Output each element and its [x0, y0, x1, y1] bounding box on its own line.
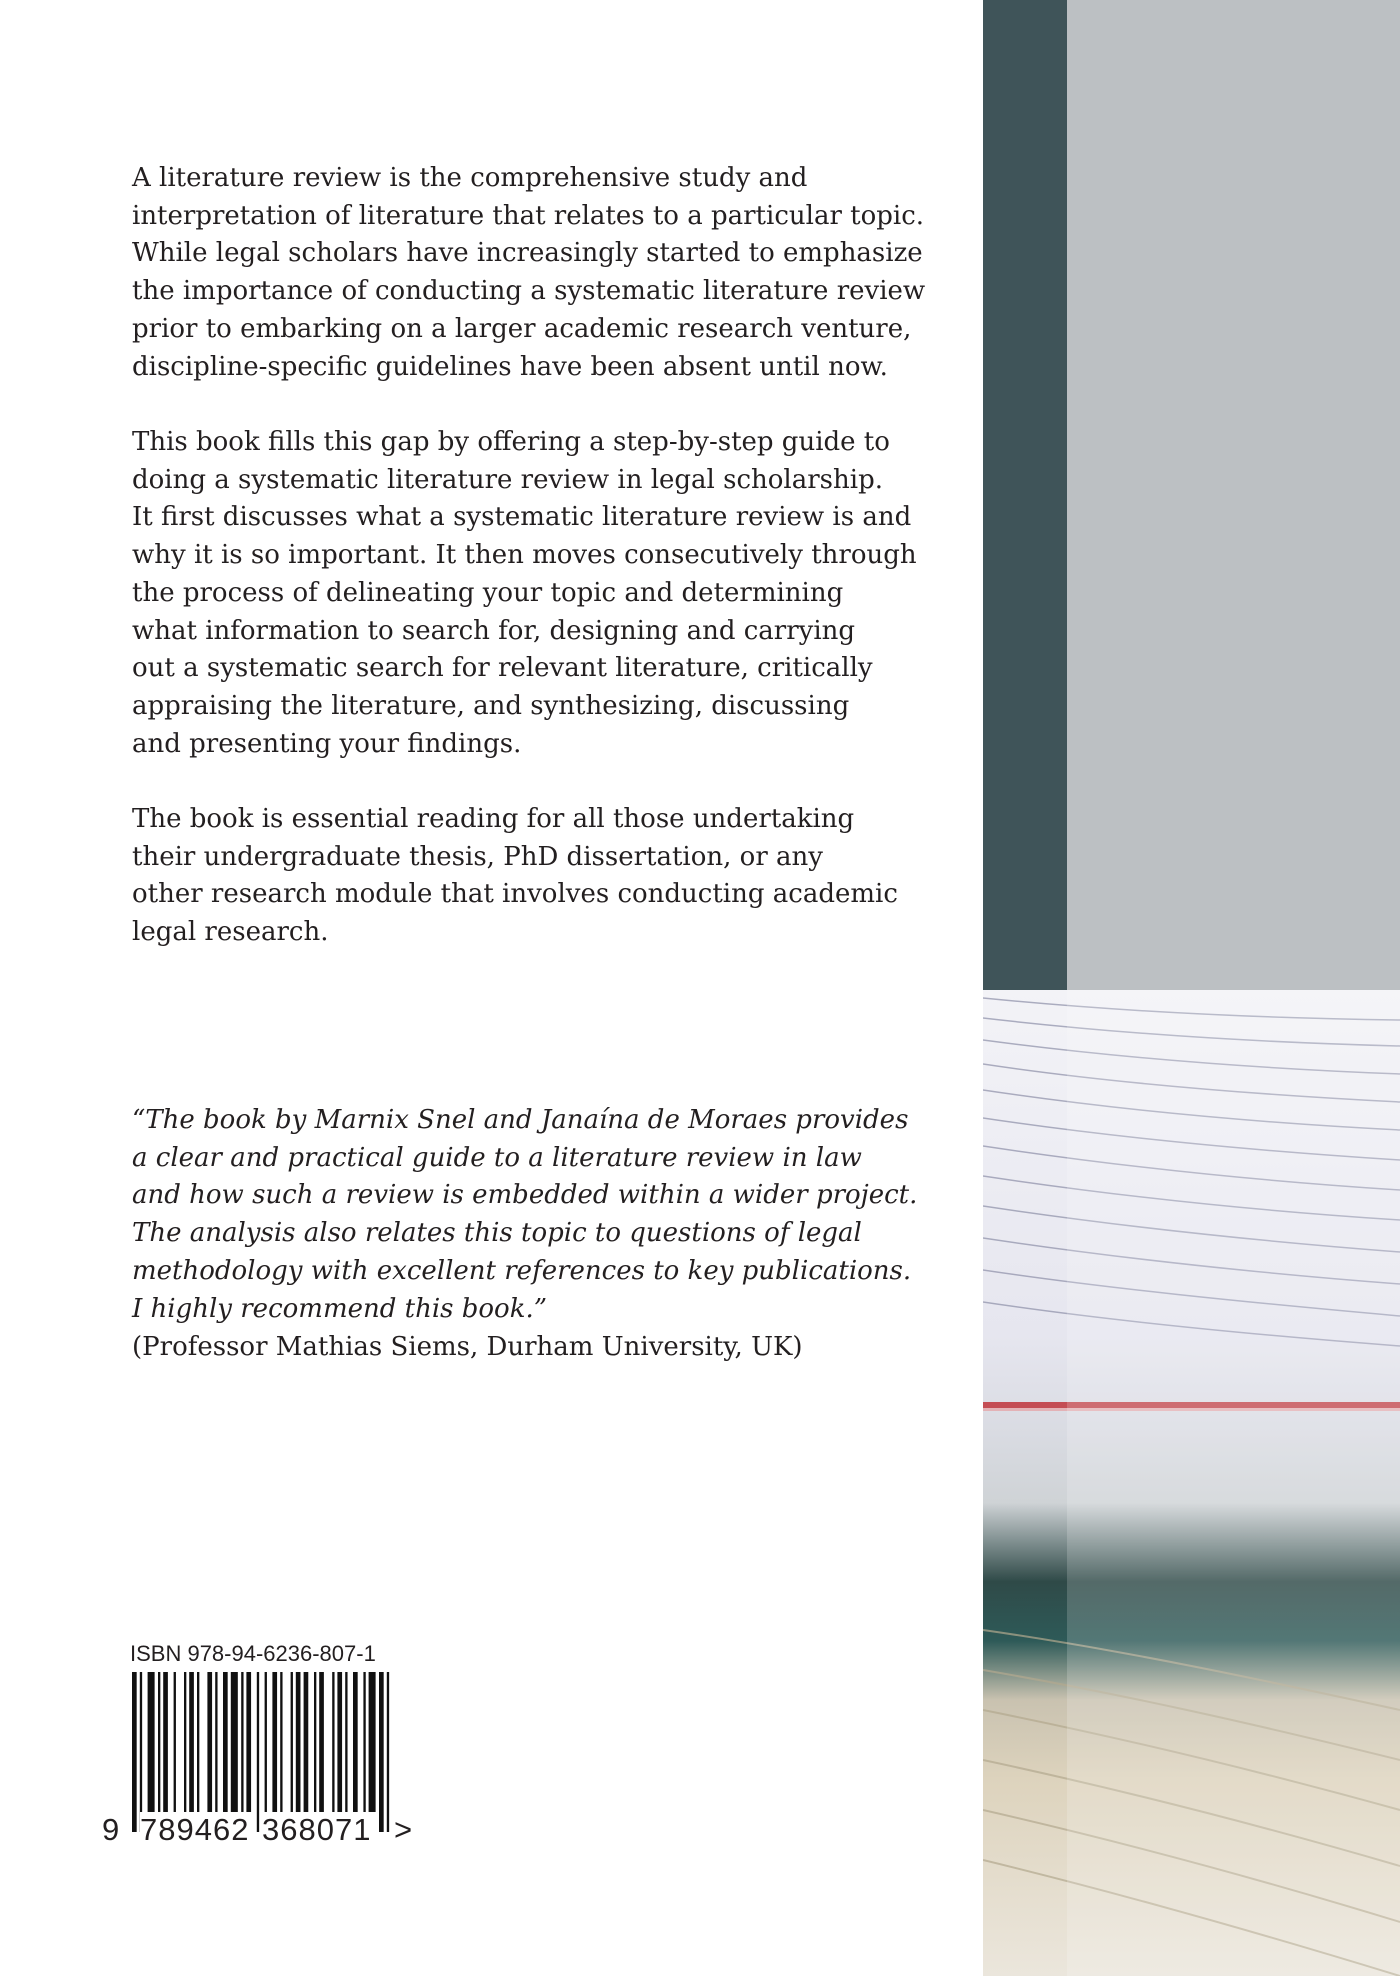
blurb-line: and presenting your findings. — [132, 728, 522, 759]
barcode-bar — [148, 1672, 155, 1812]
barcode-bar — [132, 1672, 137, 1832]
barcode-bar — [280, 1672, 282, 1812]
barcode-bar — [304, 1672, 309, 1812]
blurb-line: A literature review is the comprehensive study and — [132, 163, 808, 193]
blurb-line: While legal scholars have increasingly started to emphasize — [132, 238, 923, 269]
barcode-bar — [296, 1672, 301, 1812]
blurb-line: discipline-specific guidelines have been absent until now. — [132, 351, 888, 382]
barcode-bar — [174, 1672, 176, 1812]
blurb-line: appraising the literature, and synthesizing, discussing — [132, 690, 850, 721]
barcode-bar — [369, 1672, 376, 1812]
barcode-bar — [163, 1672, 168, 1812]
barcode-bar — [379, 1672, 384, 1832]
barcode-bar — [314, 1672, 316, 1812]
quote-line: a clear and practical guide to a literature review in law — [132, 1142, 862, 1173]
barcode-bar — [345, 1672, 347, 1812]
blurb-line: legal research. — [132, 917, 329, 948]
blurb-line: prior to embarking on a larger academic research venture, — [132, 313, 912, 344]
book-pages-photo — [983, 990, 1400, 1976]
barcode-bar — [272, 1672, 277, 1812]
barcode-digit-group-2: 368071 — [262, 1812, 372, 1847]
blurb-line: The book is essential reading for all those undertaking — [132, 804, 855, 834]
barcode-bar — [363, 1672, 365, 1812]
barcode-bar — [337, 1672, 342, 1812]
endorsement-quote — [132, 1102, 918, 1328]
blurb-line: their undergraduate thesis, PhD dissertation, or any — [132, 841, 823, 872]
blurb-line: the process of delineating your topic and determining — [132, 577, 844, 608]
barcode-bar — [246, 1672, 251, 1812]
blurb-line: It first discusses what a systematic literature review is and — [132, 502, 912, 533]
dark-color-band — [983, 0, 1067, 990]
isbn-barcode — [100, 1672, 420, 1892]
blurb-line: out a systematic search for relevant literature, critically — [132, 653, 873, 684]
quote-line: methodology with excellent references to key publications. — [132, 1255, 912, 1286]
isbn-label: ISBN 978-94-6236-807-1 — [130, 1641, 376, 1666]
barcode-bar — [197, 1672, 199, 1812]
blurb-line: doing a systematic literature review in legal scholarship. — [132, 464, 883, 495]
barcode-bar — [215, 1672, 217, 1812]
barcode-bar — [207, 1672, 212, 1812]
blurb-line: other research module that involves conducting academic — [132, 879, 898, 910]
barcode-bar — [158, 1672, 160, 1812]
blurb-paragraph-1 — [132, 160, 926, 386]
blurb-line: the importance of conducting a systematic literature review — [132, 276, 926, 307]
barcode-bar — [223, 1672, 228, 1812]
blurb-paragraph-2 — [132, 424, 917, 763]
barcode-bar — [241, 1672, 243, 1812]
barcode-bar — [140, 1672, 142, 1832]
barcode-bar — [231, 1672, 238, 1812]
barcode-bar — [291, 1672, 293, 1812]
quote-line: The analysis also relates this topic to questions of legal — [132, 1218, 862, 1249]
barcode-lead-digit: 9 — [102, 1812, 120, 1847]
barcode-bar — [332, 1672, 334, 1812]
blurb-line: This book fills this gap by offering a step-by-step guide to — [132, 427, 890, 457]
barcode-bar — [387, 1672, 389, 1832]
quote-line: “The book by Marnix Snel and Janaína de Moraes provides — [132, 1105, 909, 1135]
barcode-digit-group-1: 789462 — [140, 1812, 250, 1847]
barcode-bar — [257, 1672, 259, 1832]
grey-color-band — [1067, 0, 1400, 990]
barcode-bar — [265, 1672, 267, 1832]
barcode-tail-marker: > — [394, 1812, 413, 1847]
blurb-line: what information to search for, designing and carrying — [132, 615, 856, 646]
barcode-bar — [319, 1672, 324, 1812]
quote-line: I highly recommend this book.” — [132, 1293, 548, 1324]
blurb-paragraph-3 — [132, 801, 902, 952]
blurb-line: why it is so important. It then moves consecutively through — [132, 540, 917, 571]
barcode-bar — [353, 1672, 358, 1812]
barcode-bar — [184, 1672, 186, 1812]
barcode-bar — [189, 1672, 194, 1812]
quote-line: and how such a review is embedded within a wider project. — [132, 1180, 918, 1211]
blurb-line: interpretation of literature that relates to a particular topic. — [132, 200, 925, 231]
endorsement-attribution: (Professor Mathias Siems, Durham University, UK) — [132, 1332, 803, 1362]
